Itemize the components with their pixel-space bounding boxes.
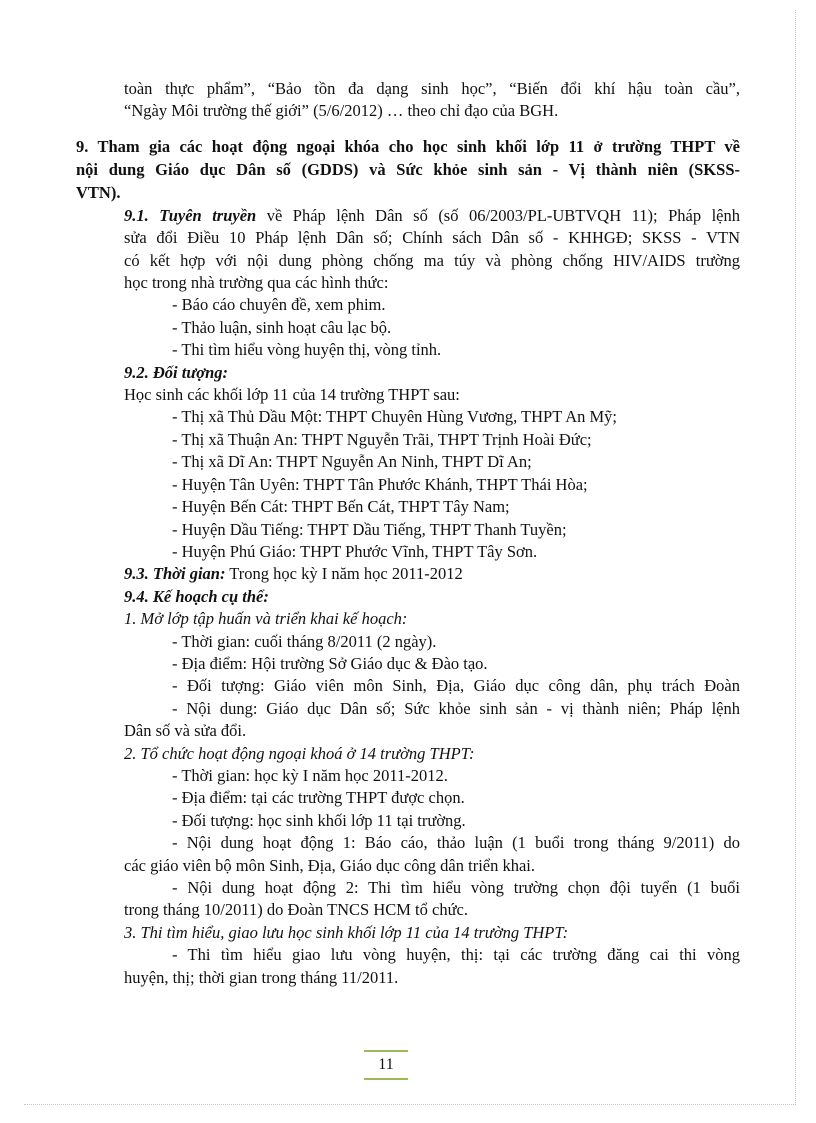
page-number: 11 — [378, 1056, 394, 1073]
list-item-continuation: Dân số và sửa đổi. — [124, 721, 247, 741]
list-item-continuation: huyện, thị; thời gian trong tháng 11/2011. — [124, 967, 399, 987]
list-item-continuation: các giáo viên bộ môn Sinh, Địa, Giáo dục công dân triển khai. — [124, 855, 536, 875]
page-content — [76, 78, 740, 989]
part-2-title: 2. Tổ chức hoạt động ngoại khoá ở 14 trường THPT: — [124, 743, 475, 763]
list-item: - Huyện Dầu Tiếng: THPT Dầu Tiếng, THPT Thanh Tuyền; — [172, 519, 567, 539]
list-item: - Thảo luận, sinh hoạt câu lạc bộ. — [172, 317, 392, 337]
list-item: - Đối tượng: Giáo viên môn Sinh, Địa, Giáo dục công dân, phụ trách Đoàn — [172, 676, 740, 696]
paragraph-line: học trong nhà trường qua các hình thức: — [124, 273, 389, 293]
intro-line-1: toàn thực phẩm”, “Bảo tồn đa dạng sinh học”, “Biến đổi khí hậu toàn cầu”, — [124, 79, 740, 98]
list-item: - Địa điểm: Hội trường Sở Giáo dục & Đào tạo. — [172, 653, 488, 673]
list-item: - Địa điểm: tại các trường THPT được chọn. — [172, 788, 465, 808]
heading-line: VTN). — [76, 182, 121, 202]
subsection-9-3-text: Trong học kỳ I năm học 2011-2012 — [225, 564, 463, 584]
list-item: - Thi tìm hiểu giao lưu vòng huyện, thị: tại các trường đăng cai thi vòng — [172, 945, 740, 965]
subsection-9-1-lead — [76, 205, 740, 227]
list-item: - Nội dung hoạt động 2: Thi tìm hiểu vòng trường chọn đội tuyển (1 buổi — [172, 878, 740, 897]
subsection-9-3-title: 9.3. Thời gian: — [124, 564, 226, 584]
list-item: - Huyện Bến Cát: THPT Bến Cát, THPT Tây Nam; — [172, 497, 510, 517]
subsection-9-3 — [76, 563, 740, 585]
list-item-continuation: trong tháng 10/2011) do Đoàn TNCS HCM tổ chức. — [124, 900, 468, 920]
footer-accent-line — [364, 1078, 408, 1080]
list-item: - Thị xã Dĩ An: THPT Nguyễn An Ninh, THPT Dĩ An; — [172, 452, 532, 472]
list-item: - Huyện Tân Uyên: THPT Tân Phước Khánh, THPT Thái Hòa; — [172, 474, 588, 494]
part-3-title: 3. Thi tìm hiểu, giao lưu học sinh khối lớp 11 của 14 trường THPT: — [124, 922, 569, 942]
heading-line: 9. Tham gia các hoạt động ngoại khóa cho học sinh khối lớp 11 ở trường THPT về — [76, 136, 740, 156]
section-9-heading — [76, 135, 740, 204]
list-item: - Thị xã Thuận An: THPT Nguyễn Trãi, THPT Trịnh Hoài Đức; — [172, 429, 592, 449]
subsection-9-2-title: 9.2. Đối tượng: — [124, 362, 228, 382]
list-item: - Thời gian: học kỳ I năm học 2011-2012. — [172, 765, 448, 785]
heading-line: nội dung Giáo dục Dân số (GDDS) và Sức khỏe sinh sản - Vị thành niên (SKSS- — [76, 159, 740, 179]
subsection-9-2-intro: Học sinh các khối lớp 11 của 14 trường THPT sau: — [124, 385, 460, 405]
subsection-9-1-title: 9.1. Tuyên truyền — [124, 205, 257, 225]
list-item: - Thời gian: cuối tháng 8/2011 (2 ngày). — [172, 631, 437, 651]
intro-line-2: “Ngày Môi trường thế giới” (5/6/2012) … theo chỉ đạo của BGH. — [124, 101, 559, 121]
list-item: - Huyện Phú Giáo: THPT Phước Vĩnh, THPT Tây Sơn. — [172, 541, 538, 561]
list-item: - Nội dung: Giáo dục Dân số; Sức khỏe sinh sản - vị thành niên; Pháp lệnh — [172, 698, 740, 718]
list-item: - Báo cáo chuyên đề, xem phim. — [172, 295, 386, 315]
subsection-9-1-lead-text: về Pháp lệnh Dân số (số 06/2003/PL-UBTVQH 11); Pháp lệnh — [256, 205, 740, 225]
list-item: - Đối tượng: học sinh khối lớp 11 tại trường. — [172, 810, 466, 830]
paragraph-line: sửa đổi Điều 10 Pháp lệnh Dân số; Chính sách Dân số - KHHGĐ; SKSS - VTN — [124, 228, 740, 248]
list-item: - Thị xã Thủ Dầu Một: THPT Chuyên Hùng Vương, THPT An Mỹ; — [172, 407, 618, 427]
paragraph-line: có kết hợp với nội dung phòng chống ma túy và phòng chống HIV/AIDS trường — [124, 250, 740, 270]
part-1-title: 1. Mở lớp tập huấn và triển khai kế hoạch: — [124, 609, 408, 629]
subsection-9-4-title: 9.4. Kế hoạch cụ thể: — [124, 586, 269, 606]
page-footer — [364, 1050, 408, 1080]
list-item: - Thi tìm hiểu vòng huyện thị, vòng tỉnh. — [172, 340, 442, 360]
page-border-bottom — [24, 1104, 796, 1105]
page-border-right — [795, 10, 796, 1105]
list-item: - Nội dung hoạt động 1: Báo cáo, thảo luận (1 buổi trong tháng 9/2011) do — [172, 833, 740, 853]
